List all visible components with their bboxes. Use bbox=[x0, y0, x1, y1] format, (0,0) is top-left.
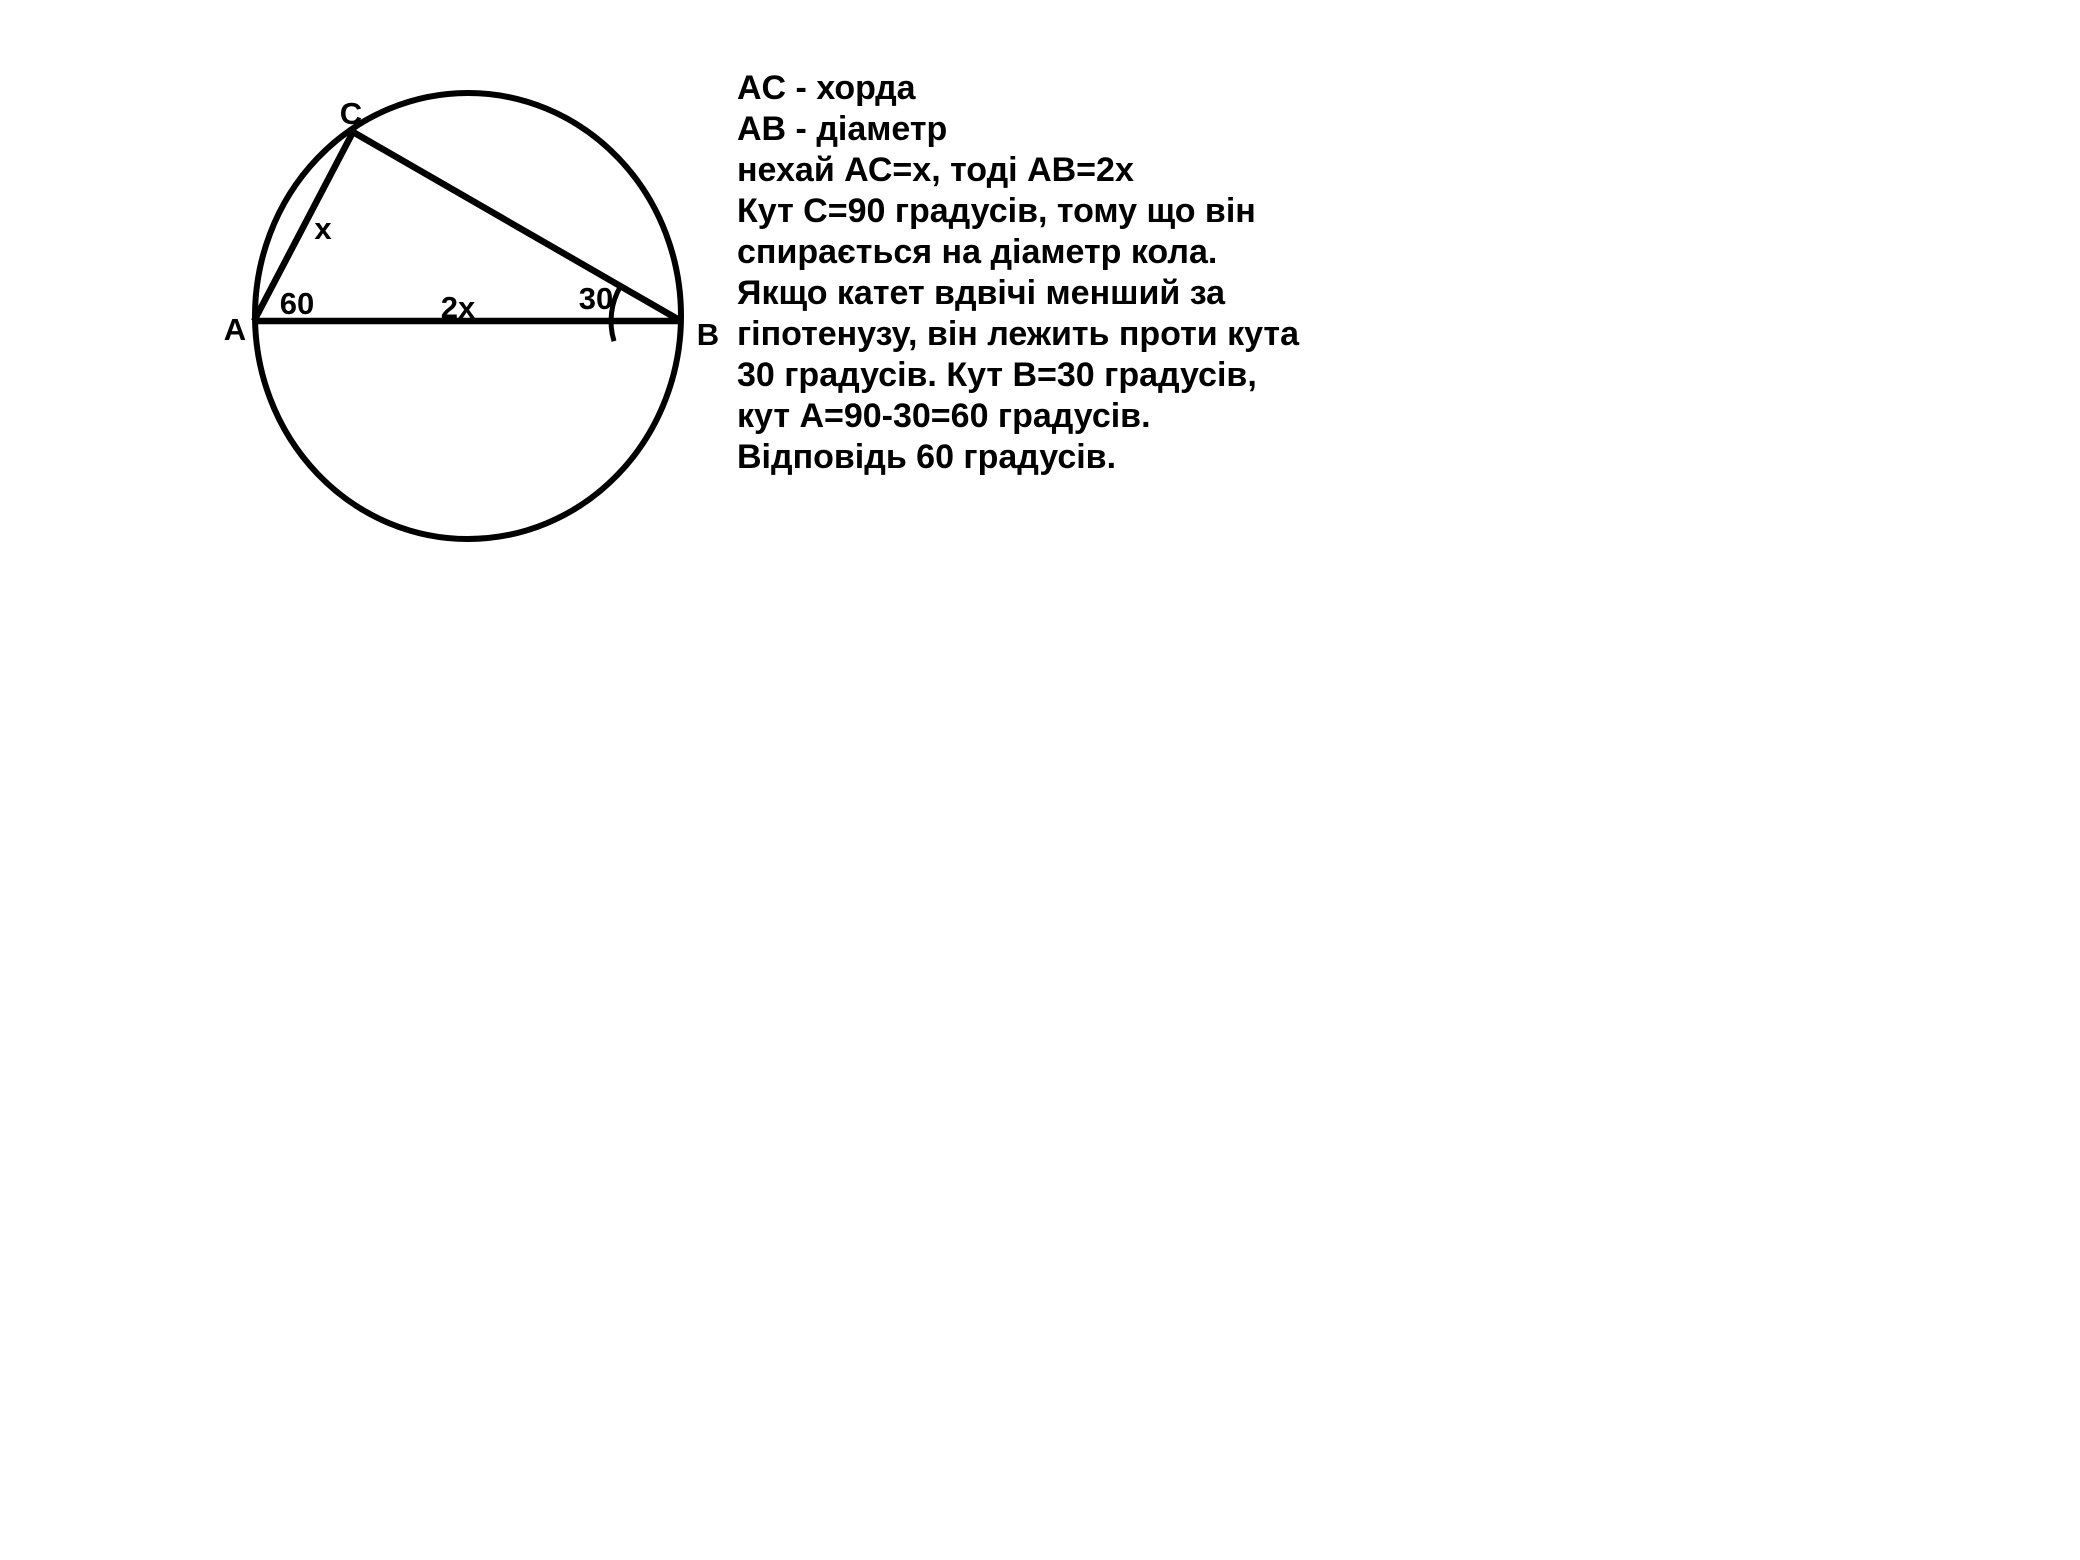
line-cb-chord bbox=[353, 132, 681, 321]
label-side-ac: x bbox=[314, 211, 332, 246]
solution-line: Якщо катет вдвічі менший за bbox=[737, 274, 1226, 312]
solution-line: АВ - діаметр bbox=[737, 110, 948, 148]
label-vertex-b: B bbox=[696, 317, 720, 352]
label-angle-b: 30 bbox=[578, 281, 614, 316]
solution-line: гіпотенузу, він лежить проти кута bbox=[737, 315, 1299, 353]
solution-line: нехай АС=х, тоді АВ=2х bbox=[737, 151, 1134, 189]
label-angle-a: 60 bbox=[279, 286, 315, 321]
circle-diagram bbox=[0, 0, 780, 640]
label-vertex-c: C bbox=[339, 96, 363, 131]
label-side-ab: 2x bbox=[440, 290, 476, 325]
solution-line: AC - хорда bbox=[737, 69, 916, 107]
solution-text bbox=[737, 68, 1397, 478]
label-vertex-a: A bbox=[223, 312, 247, 347]
solution-line: Кут С=90 градусів, тому що він bbox=[737, 192, 1256, 230]
solution-line: кут А=90-30=60 градусів. bbox=[737, 397, 1151, 435]
geometry-figure bbox=[0, 0, 780, 640]
solution-line: Відповідь 60 градусів. bbox=[737, 438, 1117, 476]
solution-line: 30 градусів. Кут В=30 градусів, bbox=[737, 356, 1257, 394]
solution-line: спирається на діаметр кола. bbox=[737, 233, 1218, 271]
